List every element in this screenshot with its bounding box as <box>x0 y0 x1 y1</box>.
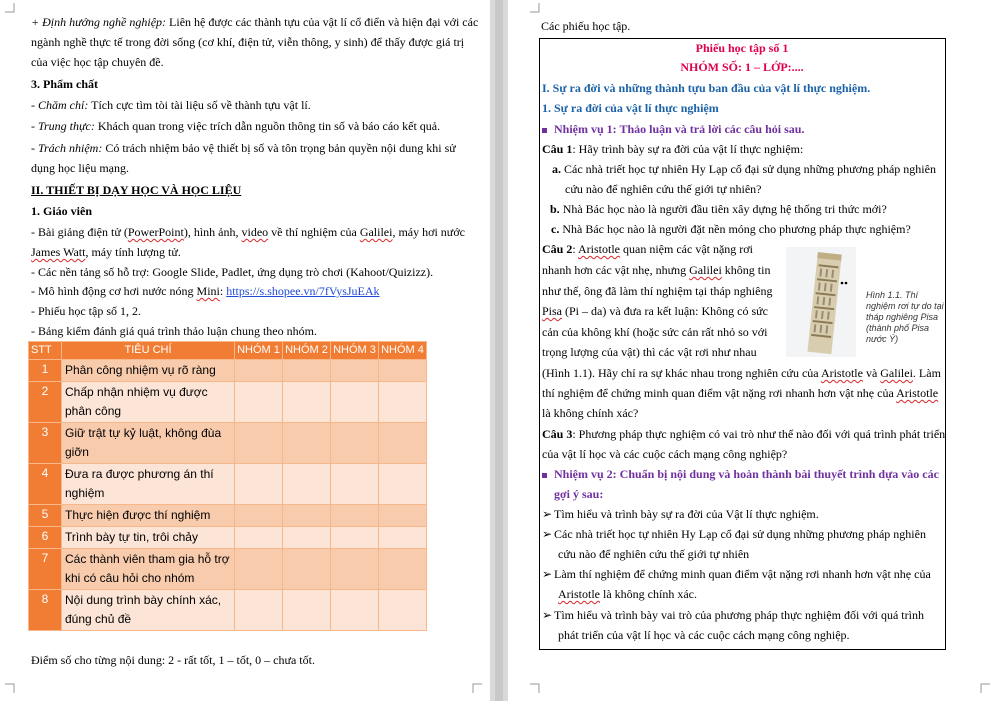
guide-item <box>542 566 931 582</box>
text-span: , máy tính lượng tử. <box>85 245 181 259</box>
text-line: dụng học liệu mạng. <box>31 161 129 175</box>
italic-label: - Chăm chỉ: <box>31 98 89 112</box>
text-span: : <box>572 242 579 256</box>
question-1a-cont: cứu nào để nghiên cứu thế giới tự nhiên? <box>565 182 762 196</box>
evaluation-table <box>28 341 427 631</box>
score-cell-group-1[interactable] <box>235 423 283 464</box>
text-line: phát triển của vật lí học và các cuộc cách mạng công nghiệp. <box>558 628 850 642</box>
page-gutter <box>490 0 508 701</box>
question-label: Câu 2 <box>542 242 573 256</box>
text-line: cứu nào để nghiên cứu thế giới tự nhiên <box>558 547 750 561</box>
text-span: Tích cực tìm tòi tài liệu số về thành tựu vật lí. <box>88 98 311 112</box>
question-2 <box>542 241 753 257</box>
row-number: 3 <box>29 423 62 464</box>
table-row <box>29 549 427 590</box>
text-span: Pisa <box>542 304 563 318</box>
text-span: Tìm hiểu và trình bày vai trò của phương pháp thực nghiệm đối với quá trình <box>554 608 924 622</box>
text-line <box>31 14 478 30</box>
text-line: - Các nền tảng số hỗ trợ: Google Slide, Padlet, ứng dụng trò chơi (Kahoot/Quizizz). <box>31 265 434 279</box>
row-criterion: Các thành viên tham gia hỗ trợ khi có câu hỏi cho nhóm <box>62 549 235 590</box>
italic-label: + Định hướng nghề nghiệp: <box>31 15 167 29</box>
text-line: ngành nghề thực tế trong đời sống (cơ khí, điện tử, viễn thông, y sinh) để thấy được giá trị <box>31 35 465 49</box>
text-line <box>31 244 181 260</box>
text-span: quan niệm các vật nặng rơi <box>620 242 753 256</box>
scrollbar[interactable] <box>495 0 503 701</box>
text-span: video <box>241 225 269 239</box>
text-span: Aristotle <box>820 366 863 380</box>
task-2-text: Nhiệm vụ 2: Chuẩn bị nội dung và hoàn thành bài thuyết trình dựa vào các <box>554 467 939 481</box>
question-1b <box>550 201 887 217</box>
item-label: b. <box>550 202 560 216</box>
score-cell-group-4[interactable] <box>379 505 427 527</box>
subsection-heading: 1. Sự ra đời của vật lí thực nghiệm <box>542 101 719 115</box>
table-row <box>29 527 427 549</box>
task-2-heading <box>542 466 939 482</box>
heading-giao-vien: 1. Giáo viên <box>31 204 93 218</box>
row-number: 5 <box>29 505 62 527</box>
score-cell-group-1[interactable] <box>235 505 283 527</box>
text-span: Các nhà triết học tự nhiên Hy Lạp cổ đại sử dụng những phương pháp nghiên <box>554 527 926 541</box>
square-bullet-icon <box>542 473 547 478</box>
score-cell-group-1[interactable] <box>235 464 283 505</box>
text-span: nhanh hơn các vật nhẹ, nhưng <box>542 263 690 277</box>
question-1 <box>542 141 803 157</box>
score-cell-group-4[interactable] <box>379 549 427 590</box>
italic-label: - Trung thực: <box>31 119 95 133</box>
text-span: Aristotle <box>896 386 939 400</box>
text-span: Tìm hiểu và trình bày sự ra đời của Vật lí thực nghiệm. <box>554 507 819 521</box>
score-cell-group-1[interactable] <box>235 360 283 382</box>
score-cell-group-2[interactable] <box>283 505 331 527</box>
text-span: : Phương pháp thực nghiệm có vai trò như thế nào đối với quá trình phát triển <box>572 427 946 441</box>
text-line: của vật lí học và các cuộc cách mạng công nghiệp? <box>542 447 788 461</box>
question-label: Câu 3 <box>542 427 573 441</box>
text-span: Mini <box>196 284 220 298</box>
score-cell-group-4[interactable] <box>379 360 427 382</box>
score-cell-group-2[interactable] <box>283 590 331 631</box>
text-line <box>31 283 380 299</box>
score-cell-group-3[interactable] <box>331 590 379 631</box>
score-cell-group-3[interactable] <box>331 549 379 590</box>
figure-caption: Hình 1.1. Thí nghiệm rơi tự do tại tháp nghiêng Pisa (thành phố Pisa nước Ý) <box>866 290 944 344</box>
text-span: James Watt <box>31 245 86 259</box>
text-span: là không chính xác. <box>600 587 697 601</box>
text-line: là không chính xác? <box>542 406 639 420</box>
row-criterion: Giữ trật tự kỷ luật, không đùa giỡn <box>62 423 235 464</box>
header-group-4: NHÓM 4 <box>379 342 427 360</box>
text-line: như thế, ông đã làm thí nghiệm tại tháp nghiêng <box>542 284 773 298</box>
text-span: : Hãy trình bày sự ra đời của vật lí thực nghiệm: <box>572 142 804 156</box>
row-criterion: Nội dung trình bày chính xác, đúng chủ đề <box>62 590 235 631</box>
row-criterion: Phân công nhiệm vụ rõ ràng <box>62 360 235 382</box>
text-line: của việc học tập chuyên đề. <box>31 55 164 69</box>
text-span: ), hình ảnh, <box>183 225 242 239</box>
text-line <box>542 262 770 278</box>
item-label: a. <box>552 162 561 176</box>
text-span: : <box>219 284 227 298</box>
text-span: về thí nghiệm của <box>268 225 360 239</box>
text-span: không tin <box>721 263 771 277</box>
margin-corner-mark <box>530 683 540 693</box>
text-span: (Pi – da) và đưa ra kết luận: Không có sức <box>562 304 768 318</box>
text-line <box>31 140 456 156</box>
row-number: 4 <box>29 464 62 505</box>
row-criterion: Thực hiện được thí nghiệm <box>62 505 235 527</box>
text-span: (Hình 1.1). Hãy chỉ ra sự khác nhau trong nghiên cứu của <box>542 366 821 380</box>
table-header-row <box>29 342 427 360</box>
arrow-bullet-icon: ➢ <box>542 507 553 521</box>
text-span: và <box>862 366 881 380</box>
header-group-2: NHÓM 2 <box>283 342 331 360</box>
intro-text: Các phiếu học tập. <box>541 19 631 33</box>
heading-text: II. THIẾT BỊ DẠY HỌC VÀ HỌC LIỆU <box>31 183 242 197</box>
worksheet-group: NHÓM SỐ: 1 – LỚP:.... <box>680 60 804 74</box>
text-span: . Làm <box>912 366 941 380</box>
text-line <box>542 303 768 319</box>
score-cell-group-1[interactable] <box>235 382 283 423</box>
shopee-link[interactable]: https://s.shopee.vn/7fVysJuEAk <box>226 284 380 298</box>
arrow-bullet-icon: ➢ <box>542 527 553 541</box>
score-cell-group-3[interactable] <box>331 505 379 527</box>
score-cell-group-1[interactable] <box>235 527 283 549</box>
row-number: 2 <box>29 382 62 423</box>
score-cell-group-4[interactable] <box>379 590 427 631</box>
score-cell-group-2[interactable] <box>283 360 331 382</box>
text-span: , máy hơi nước <box>392 225 465 239</box>
text-span: thí nghiệm để chứng minh quan điểm vật nặng rơi nhanh hơn vật nhẹ của <box>542 386 897 400</box>
score-cell-group-4[interactable] <box>379 464 427 505</box>
guide-item <box>542 607 924 623</box>
text-span: Nhà Bác học nào là người đặt nền móng cho phương pháp thực nghiệm? <box>559 222 911 236</box>
margin-corner-mark <box>472 683 482 693</box>
score-cell-group-2[interactable] <box>283 527 331 549</box>
text-span: Aristotle <box>558 587 600 601</box>
margin-corner-mark <box>530 3 540 13</box>
text-span: Có trách nhiệm bảo vệ thiết bị số và tôn trọng bản quyền nội dung khi sử <box>102 141 456 155</box>
score-cell-group-2[interactable] <box>283 464 331 505</box>
text-line: - Phiếu học tập số 1, 2. <box>31 304 141 318</box>
text-span: Làm thí nghiệm để chứng minh quan điểm vật nặng rơi nhanh hơn vật nhẹ của <box>554 567 931 581</box>
square-bullet-icon <box>542 128 547 133</box>
guide-item <box>542 506 819 522</box>
row-number: 6 <box>29 527 62 549</box>
score-note: Điểm số cho từng nội dung: 2 - rất tốt, 1 – tốt, 0 – chưa tốt. <box>31 653 315 667</box>
score-cell-group-1[interactable] <box>235 590 283 631</box>
row-criterion: Đưa ra được phương án thí nghiệm <box>62 464 235 505</box>
item-label: c. <box>551 222 560 236</box>
text-line <box>31 97 311 113</box>
question-1c <box>551 221 911 237</box>
header-criterion: TIÊU CHÍ <box>62 342 235 360</box>
score-cell-group-4[interactable] <box>379 382 427 423</box>
row-number: 1 <box>29 360 62 382</box>
text-line <box>542 385 938 401</box>
text-span: - Bài giảng điện tử ( <box>31 225 128 239</box>
guide-item <box>542 526 926 542</box>
text-span: Galilei <box>880 366 913 380</box>
score-cell-group-1[interactable] <box>235 549 283 590</box>
section-heading: I. Sự ra đời và những thành tựu ban đầu của vật lí thực nghiệm. <box>542 81 871 95</box>
table-row <box>29 590 427 631</box>
row-number: 7 <box>29 549 62 590</box>
score-cell-group-2[interactable] <box>283 549 331 590</box>
page-left <box>0 0 490 701</box>
table-row <box>29 505 427 527</box>
header-group-1: NHÓM 1 <box>235 342 283 360</box>
text-line <box>31 224 465 240</box>
text-line: cản của không khí (hoặc sức cản rất nhỏ so với <box>542 325 768 339</box>
row-criterion: Trình bày tự tin, trôi chảy <box>62 527 235 549</box>
text-line <box>558 586 697 602</box>
header-group-3: NHÓM 3 <box>331 342 379 360</box>
worksheet-title: Phiếu học tập số 1 <box>695 41 789 55</box>
text-span: Liên hệ được các thành tựu của vật lí cổ điển và hiện đại với các <box>166 15 479 29</box>
heading-pham-chat: 3. Phẩm chất <box>31 77 98 91</box>
text-span: Nhà Bác học nào là người đầu tiên xây dựng hệ thống tri thức mới? <box>559 202 887 216</box>
margin-corner-mark <box>5 683 15 693</box>
question-3 <box>542 426 945 442</box>
table-row <box>29 360 427 382</box>
question-label: Câu 1 <box>542 142 573 156</box>
text-line <box>31 118 440 134</box>
margin-corner-mark <box>5 3 15 13</box>
header-stt: STT <box>29 342 62 360</box>
text-span: Aristotle <box>578 242 621 256</box>
score-cell-group-3[interactable] <box>331 423 379 464</box>
score-cell-group-4[interactable] <box>379 527 427 549</box>
arrow-bullet-icon: ➢ <box>542 567 553 581</box>
margin-corner-mark <box>980 683 990 693</box>
score-cell-group-3[interactable] <box>331 527 379 549</box>
text-span: Galilei <box>359 225 393 239</box>
table-row <box>29 382 427 423</box>
heading-thiet-bi <box>31 182 241 198</box>
pisa-tower-image <box>786 247 856 357</box>
row-criterion: Chấp nhận nhiệm vụ được phân công <box>62 382 235 423</box>
italic-label: - Trách nhiệm: <box>31 141 103 155</box>
question-1a <box>552 161 936 177</box>
task-1-heading <box>542 121 804 137</box>
text-span: Các nhà triết học tự nhiên Hy Lạp cổ đại sử dụng những phương pháp nghiên <box>561 162 936 176</box>
text-span: Galilei <box>689 263 722 277</box>
task-2-heading-cont: gợi ý sau: <box>554 487 604 501</box>
task-1-text: Nhiệm vụ 1: Thảo luận và trả lời các câu hỏi sau. <box>554 122 805 136</box>
text-line: trọng lượng của vật) thì các vật rơi như nhau <box>542 345 757 359</box>
score-cell-group-2[interactable] <box>283 382 331 423</box>
table-row <box>29 423 427 464</box>
row-number: 8 <box>29 590 62 631</box>
score-cell-group-3[interactable] <box>331 464 379 505</box>
score-cell-group-3[interactable] <box>331 382 379 423</box>
table-row <box>29 464 427 505</box>
arrow-bullet-icon: ➢ <box>542 608 553 622</box>
text-line <box>542 365 941 381</box>
text-span: - Mô hình động cơ hơi nước nóng <box>31 284 197 298</box>
score-cell-group-4[interactable] <box>379 423 427 464</box>
score-cell-group-2[interactable] <box>283 423 331 464</box>
text-span: Khách quan trong việc trích dẫn nguồn thông tin số và báo cáo kết quả. <box>94 119 441 133</box>
text-line: - Bảng kiểm đánh giá quá trình thảo luận chung theo nhóm. <box>31 324 317 338</box>
text-span: PowerPoint <box>127 225 184 239</box>
score-cell-group-3[interactable] <box>331 360 379 382</box>
